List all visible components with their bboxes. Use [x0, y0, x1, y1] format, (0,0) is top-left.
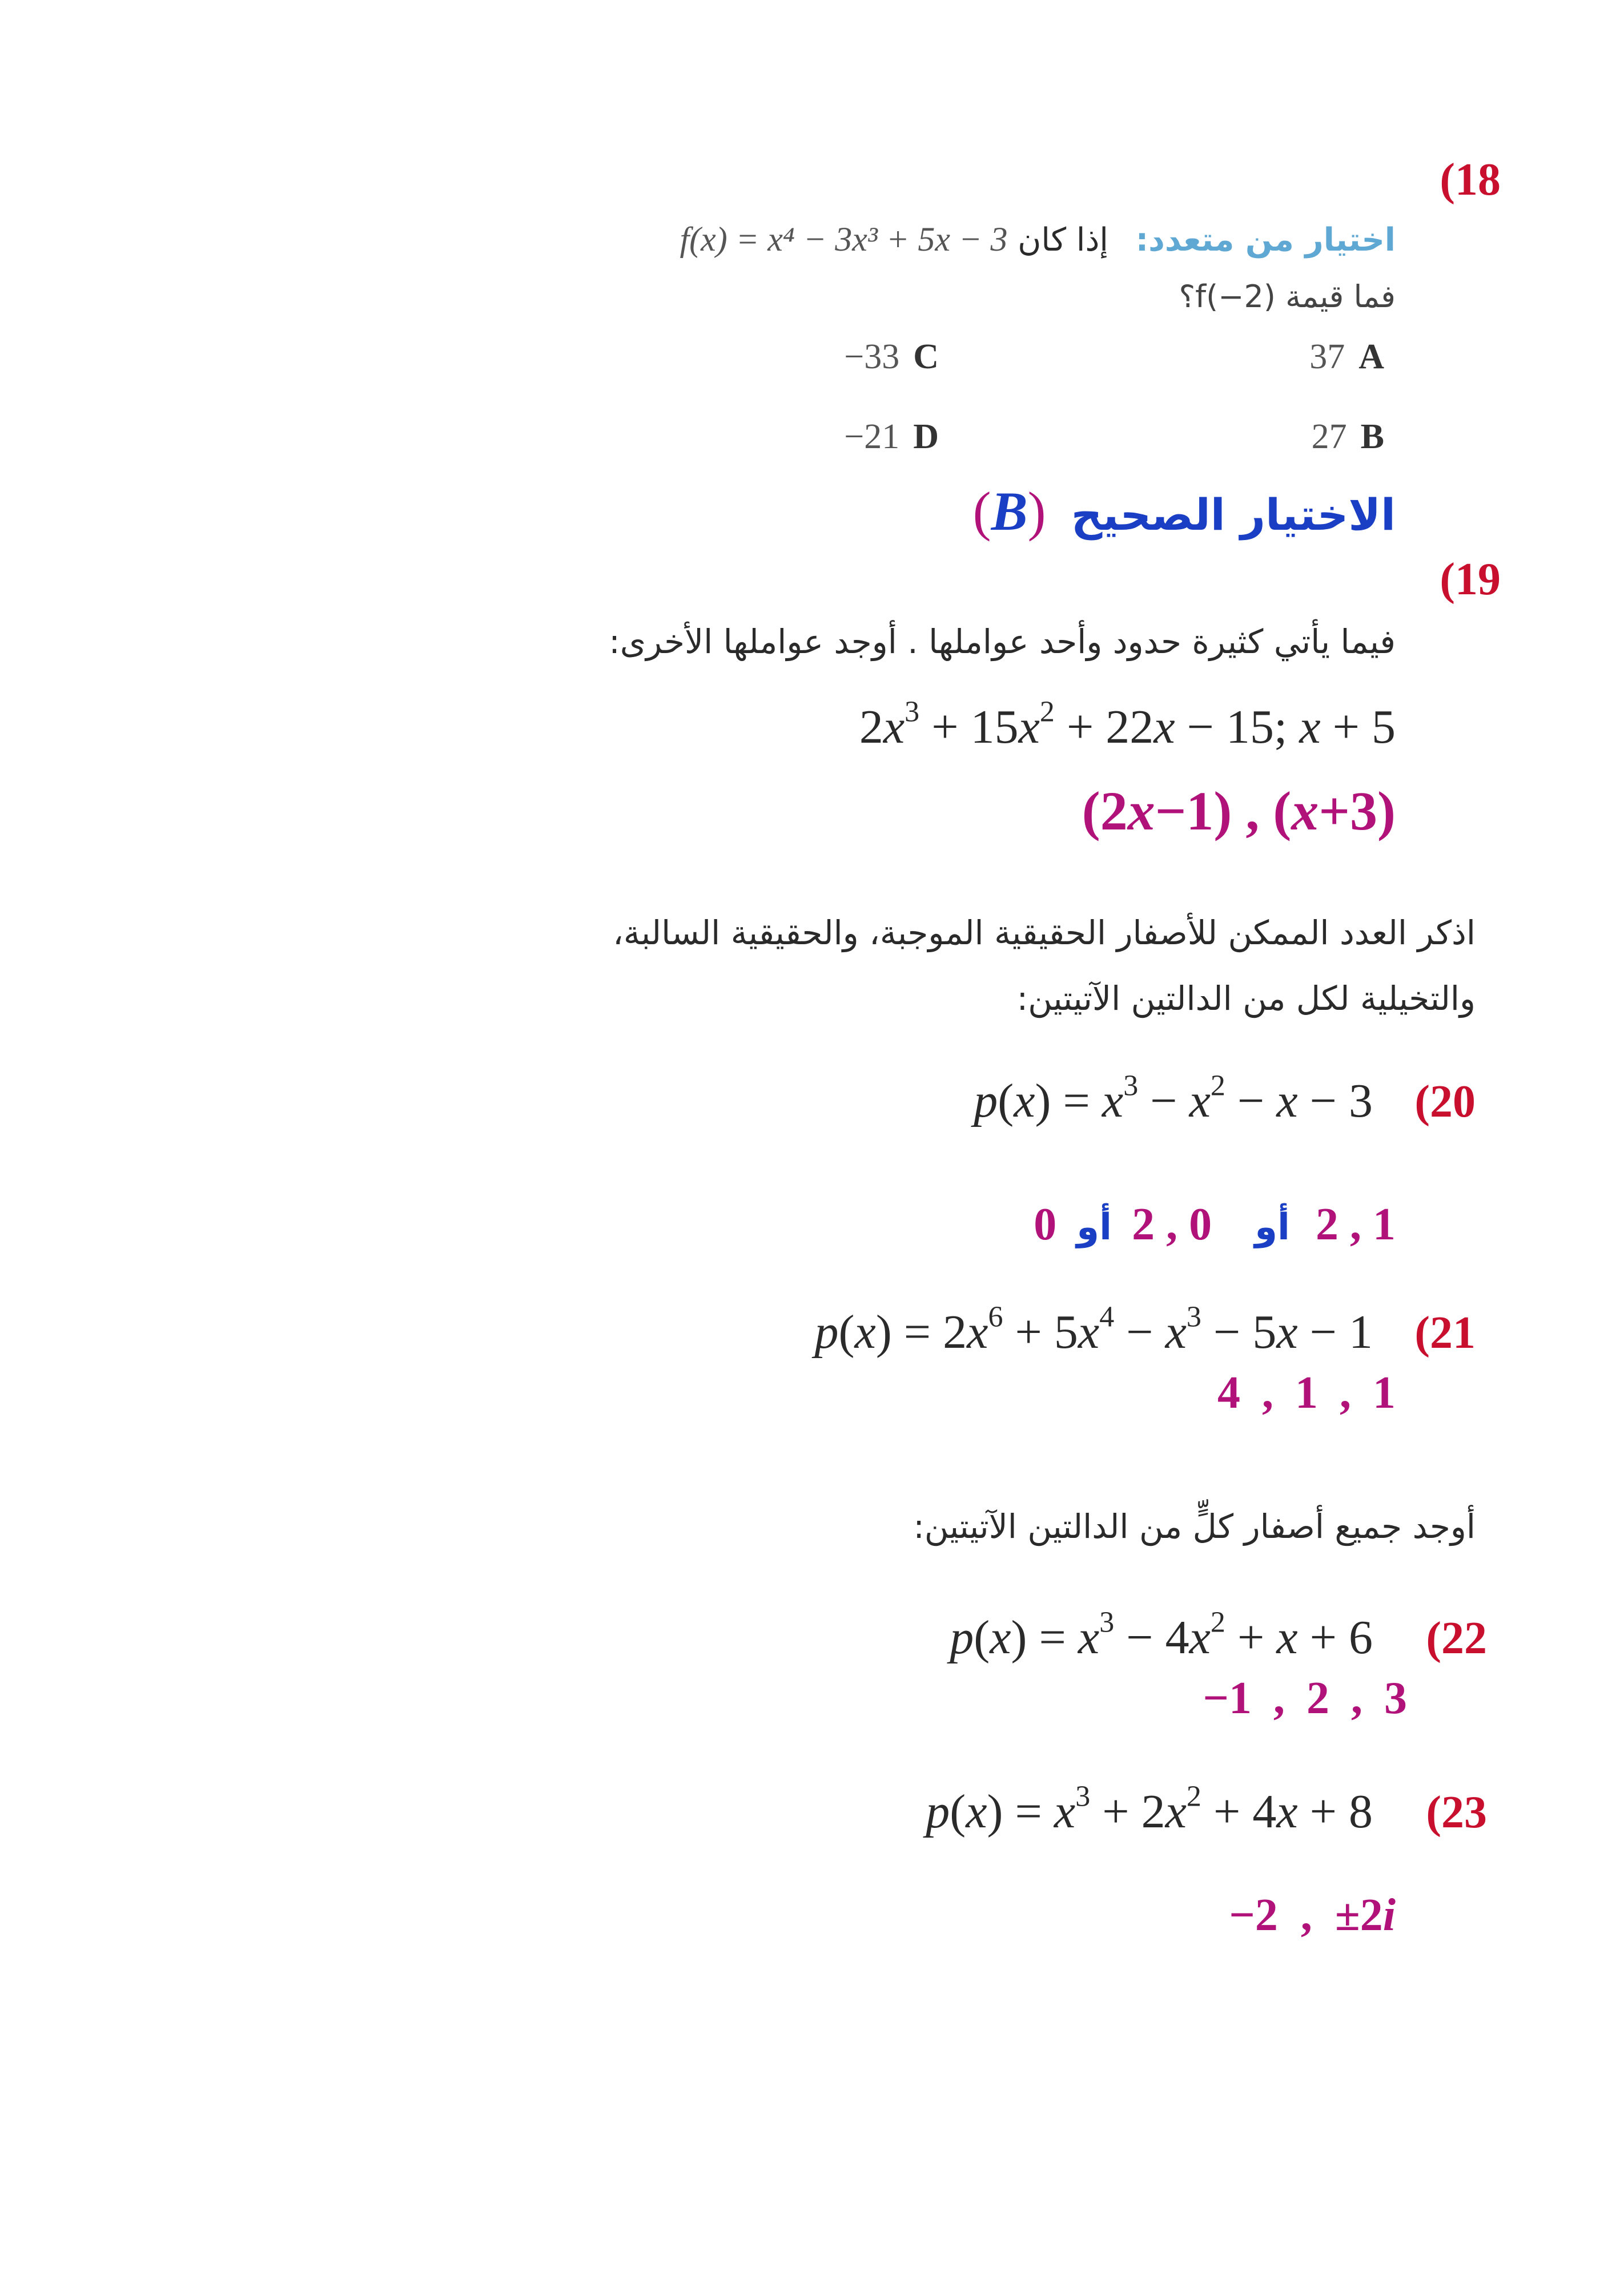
- choice-b-letter: B: [1360, 417, 1384, 456]
- choice-d-value: −21: [844, 417, 900, 456]
- q20-answer-part3: 2 , 0: [1132, 1199, 1212, 1250]
- q22-expression: $p(x) = x^3 - 4x^2 + x + 6$: [950, 1606, 1373, 1664]
- q18-answer-label: الاختيار الصحيح: [1071, 489, 1396, 540]
- question-number-22: (22: [1426, 1613, 1487, 1663]
- q19-expression: $2x^3 + 15x^2 + 22x - 15$; x + 5: [859, 695, 1396, 754]
- q20-expression: $p(x) = x^3 - x^2 - x - 3$: [974, 1069, 1373, 1127]
- q19-instruction: فيما يأتي كثيرة حدود وأحد عواملها . أوجد عواملها الأخرى:: [609, 622, 1396, 661]
- q19-answer: (2x−1) , (x+3): [1082, 780, 1396, 841]
- q18-answer-value: B: [991, 481, 1028, 542]
- q21-answer: 4 , 1 , 1: [1217, 1368, 1396, 1418]
- question-number-19: (19: [1440, 554, 1501, 605]
- q21-expression: $p(x) = 2x^6 + 5x^4 - x^3 - 5x - 1$: [814, 1300, 1373, 1359]
- choice-d-letter: D: [913, 417, 939, 456]
- q18-answer: [973, 480, 1396, 543]
- q20-answer-or2: أو: [1255, 1206, 1290, 1248]
- q23-expression: $p(x) = x^3 + 2x^2 + 4x + 8$: [926, 1780, 1373, 1838]
- q22-answer: −1 , 2 , 3: [1203, 1673, 1407, 1723]
- section-zeros-line1: اذكر العدد الممكن للأصفار الحقيقية الموجبة، والحقيقية السالبة،: [613, 913, 1476, 952]
- choice-a-letter: A: [1358, 337, 1384, 376]
- q18-prompt-line: [680, 220, 1396, 259]
- q20-answer-part1: 0: [1034, 1199, 1057, 1250]
- question-number-18: (18: [1440, 155, 1501, 205]
- q18-function: f(x) = x⁴ − 3x³ + 5x − 3: [680, 220, 1008, 258]
- section-find-line1: أوجد جميع أصفار كلٍّ من الدالتين الآتيتين:: [913, 1507, 1476, 1546]
- section-zeros-line2: والتخيلية لكل من الدالتين الآتيتين:: [1016, 979, 1476, 1018]
- multiple-choice-label: اختيار من متعدد:: [1135, 221, 1396, 259]
- q18-intro: إذا كان: [1018, 221, 1108, 259]
- q20-answer-or1: أو: [1076, 1206, 1112, 1248]
- question-number-21: (21: [1414, 1308, 1476, 1358]
- q20-answer: [1034, 1199, 1396, 1251]
- q20-answer-part5: 2 , 1: [1316, 1199, 1396, 1250]
- q18-question: فما قيمة f(−2)؟: [1179, 279, 1396, 315]
- choice-d: [844, 417, 939, 457]
- choice-b-value: 27: [1311, 417, 1347, 456]
- q18-answer-paren: (B): [972, 481, 1046, 542]
- choice-b: [1312, 417, 1384, 457]
- choice-a: [1309, 337, 1384, 377]
- question-number-23: (23: [1426, 1787, 1487, 1838]
- choice-c: [844, 337, 939, 377]
- q23-answer: −2 , ±2i: [1229, 1890, 1396, 1940]
- choice-c-letter: C: [913, 337, 939, 376]
- choice-a-value: 37: [1309, 337, 1345, 376]
- choice-c-value: −33: [844, 337, 900, 376]
- question-number-20: (20: [1414, 1077, 1476, 1127]
